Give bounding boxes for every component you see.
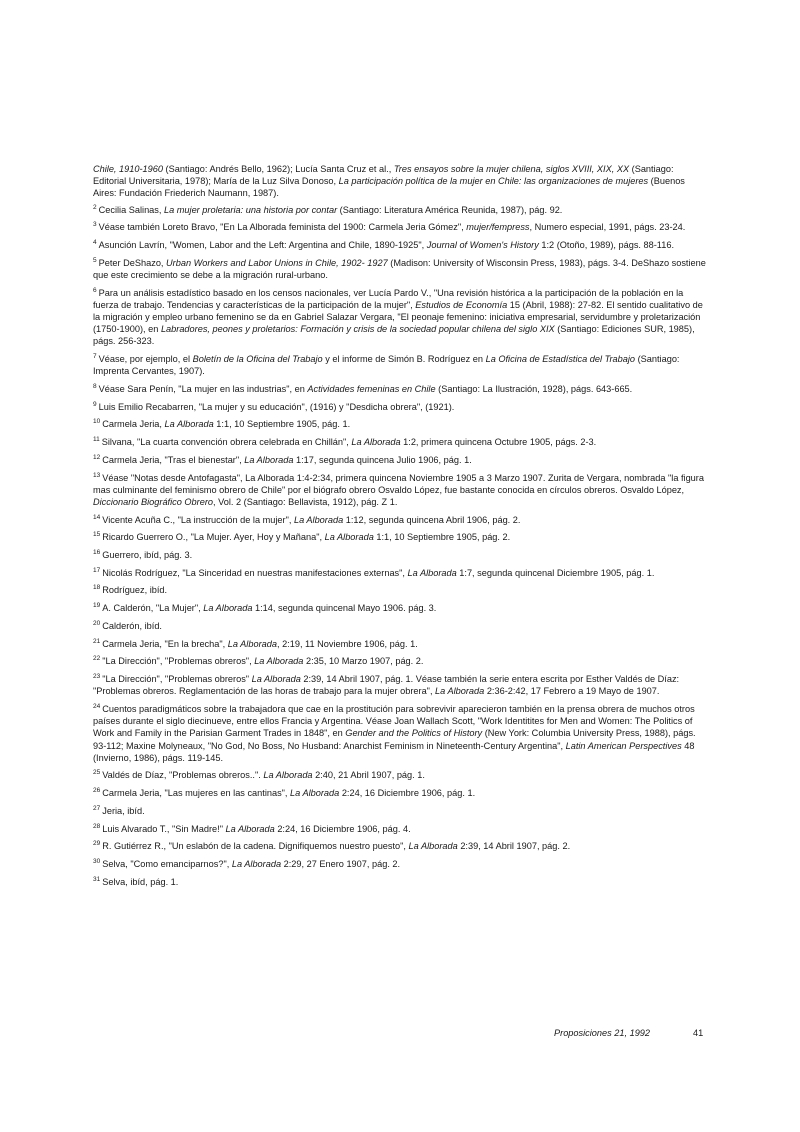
footnote-title-italic: La Alborada [244, 454, 294, 465]
footnote-title-italic: La Alborada [293, 514, 344, 525]
footnote-number: 14 [93, 513, 101, 521]
footnote-number: 27 [93, 804, 101, 812]
footnote-title-italic: La Alborada [251, 674, 301, 684]
footnote [93, 638, 707, 650]
footnote-text: Cuentos paradigmáticos sobre la trabajadora que cae en la prostitución para sobrevivir aparecieron también en la prensa obrera de muchos otros países durante el siglo diecinueve, entre ellos Francia y Argentina. Véase Joan Wallach Scott, "Work Identitites for Men and Women: The Politics of Work and Family in the Parisian Garment Trades in 1848", en [93, 703, 695, 739]
footnote-number: 8 [93, 383, 97, 391]
footnote-title-italic: Estudios de Economía [415, 299, 508, 310]
footnote-number: 9 [93, 400, 97, 408]
footnote-title-italic: La participación política de la mujer en Chile: las organizaciones de mujeres [338, 176, 649, 187]
footnote-text: (Santiago: Imprenta Cervantes, 1907). [93, 354, 680, 377]
footnotes-column [93, 163, 707, 893]
footnote [93, 401, 707, 413]
footnote-title-italic: Actividades femeninas en Chile [307, 384, 436, 395]
footnote-title-italic: La Alborada [290, 788, 340, 799]
footnote-text: 15 (Abril, 1988): 27-82. El sentido cualitativo de la migración y empleo urbano femenino se da en Gabriel Salazar Vergara, "El peonaje femenino: iniciativa empresarial, servidumbre y proletarización (1750-1900), en [93, 299, 703, 335]
footnote-number: 17 [93, 566, 101, 574]
footnote-text: 2:29, 27 Enero 1907, pág. 2. [281, 858, 401, 869]
footnote-text: Asunción Lavrín, "Women, Labor and the Left: Argentina and Chile, 1890-1925", [98, 240, 427, 251]
footnote-text: Carmela Jeria, "Las mujeres en las cantinas", [102, 788, 291, 799]
footnote-text: 1:7, segunda quincenal Diciembre 1905, pág. 1. [456, 567, 655, 578]
footnote-text: Ricardo Guerrero O., "La Mujer. Ayer, Hoy y Mañana", [102, 532, 325, 543]
footnote [93, 383, 707, 395]
footnote-title-italic: La Alborada [435, 686, 485, 697]
footnote [93, 418, 707, 430]
footnote-text: Jeria, ibíd. [102, 805, 145, 816]
footnote-text: Véase Sara Penín, "La mujer en las industrias", en [98, 384, 308, 395]
footnote [93, 353, 707, 377]
footnote [93, 567, 707, 579]
footnote [93, 584, 707, 596]
footnote-number: 22 [93, 655, 101, 663]
footnote-number: 26 [93, 787, 101, 795]
footnote-title-italic: La Alborada [225, 823, 275, 834]
footnote-number: 25 [93, 769, 101, 777]
footnote-text: (Santiago: Editorial Universitaria, 1978); María de la Luz Silva Donoso, [93, 164, 674, 187]
footnote-number: 24 [93, 702, 101, 710]
footnote-text: Nicolás Rodríguez, "La Sinceridad en nuestras manifestaciones externas", [102, 567, 408, 578]
footnote-title-italic: Urban Workers and Labor Unions in Chile, 1902- 1927 [166, 257, 388, 268]
footnote-text: 2:36-2:42, 17 Febrero a 19 Mayo de 1907. [484, 686, 660, 697]
footnote-text: "La Dirección", "Problemas obreros" [102, 674, 252, 684]
footnote-text: 2:35, 10 Marzo 1907, pág. 2. [303, 656, 424, 667]
footnote-text: 1:12, segunda quincena Abril 1906, pág. 2. [343, 514, 521, 525]
footnote [93, 805, 707, 817]
footnote-number: 18 [93, 584, 101, 592]
footnote [93, 858, 707, 870]
footnote-title-italic: La Alborada [254, 656, 304, 667]
footnote-title-italic: La Alborada [408, 841, 458, 852]
footnote-text: Véase, por ejemplo, el [98, 354, 193, 365]
footnote-text: 1:17, segunda quincena Julio 1906, pág. 1. [293, 454, 472, 465]
footnote-text: Selva, ibíd, pág. 1. [102, 876, 179, 887]
footnote-text: Para un análisis estadístico basado en los censos nacionales, ver Lucía Pardo V., "Una revisión histórica a la participación de la población en la fuerza de trabajo. Tendencias y características de la participación de la mujer", [93, 287, 684, 310]
footnote-text: (Santiago: Andrés Bello, 1962); Lucía Santa Cruz et al., [162, 164, 394, 174]
footnote-text: 1:1, 10 Septiembre 1905, pág. 1. [213, 419, 351, 430]
footnote [93, 620, 707, 632]
footnote-text: 2:24, 16 Diciembre 1906, pág. 1. [339, 788, 476, 799]
footnote-text: 48 (Invierno, 1986), págs. 119-145. [93, 740, 695, 763]
footnote-text: Véase "Notas desde Antofagasta", La Alborada 1:4-2:34, primera quincena Noviembre 1905 a 3 Marzo 1907. Zurita de Vergara, nombrada "la figura mas culminante del feminismo obrero de Chile" por el biógrafo obrero Osvaldo López, fue bastante conocida en círculos obreros. Osvaldo López, [93, 472, 704, 495]
footnote [93, 769, 707, 781]
footnote [93, 204, 707, 216]
footnote-text: 1:2, primera quincena Octubre 1905, págs. 2-3. [400, 437, 597, 448]
footnote [93, 531, 707, 543]
footnote-number: 30 [93, 857, 101, 865]
footnote-number: 29 [93, 840, 101, 848]
footnote [93, 549, 707, 561]
footnote-text: 2:39, 14 Abril 1907, pág. 2. [457, 841, 571, 852]
footnote-title-italic: Latin American Perspectives [565, 740, 682, 751]
footnote-text: (Santiago: La Ilustración, 1928), págs. 643-665. [435, 384, 633, 395]
footnote-number: 13 [93, 471, 101, 479]
footnote-text: y el informe de Simón B. Rodríguez en [322, 354, 486, 365]
footnote-text: Carmela Jeria, "En la brecha", [102, 638, 228, 649]
footnote-number: 10 [93, 418, 101, 426]
footnote-text: (Santiago: Ediciones SUR, 1985), págs. 256-323. [93, 324, 695, 347]
footnote-number: 23 [93, 673, 101, 680]
footnote-text: Guerrero, ibíd, pág. 3. [102, 550, 193, 561]
footnote-title-italic: Gender and the Politics of History [345, 728, 483, 739]
footnote-title-italic: La Alborada [203, 603, 253, 614]
footnote-text: 1:1, 10 Septiembre 1905, pág. 2. [373, 532, 511, 543]
footnote-text: Silvana, "La cuarta convención obrera celebrada en Chillán", [101, 437, 352, 448]
footnote [93, 257, 707, 281]
footnote [93, 673, 707, 697]
footnote-text: (Buenos Aires: Fundación Friederich Naumann, 1987). [93, 176, 685, 199]
footnote [93, 221, 707, 233]
footnote-number: 31 [93, 875, 101, 883]
footnote [93, 787, 707, 799]
journal-citation: Proposiciones 21, 1992 [554, 1028, 651, 1038]
footnote-title-italic: La Alborada [164, 419, 214, 430]
footnote-text: 2:40, 21 Abril 1907, pág. 1. [312, 770, 425, 781]
footnote-number: 4 [93, 239, 97, 247]
footnote-text: Valdés de Díaz, "Problemas obreros..". [102, 770, 264, 781]
footnote-text: Véase también Loreto Bravo, "En La Alborada feminista del 1900: Carmela Jeria Gómez", [98, 222, 467, 233]
footnote-text: Luis Emilio Recabarren, "La mujer y su educación", (1916) y "Desdicha obrera", (1921). [98, 401, 455, 412]
footnote-text: Peter DeShazo, [98, 257, 167, 268]
footnote-text: 1:2 (Otoño, 1989), págs. 88-116. [538, 240, 674, 251]
footnote-text: Carmela Jeria, [102, 419, 165, 430]
footnote-text: (Madison: University of Wisconsin Press, 1983), págs. 3-4. DeShazo sostiene que este crecimiento se debe a la migración rural-urbano. [93, 257, 706, 280]
footnote-title-italic: Boletín de la Oficina del Trabajo [192, 354, 323, 365]
footnote-number: 11 [93, 436, 100, 444]
footnote-text: , 2:19, 11 Noviembre 1906, pág. 1. [276, 638, 418, 649]
footnote-text: 1:14, segunda quincenal Mayo 1906. pág. 3. [252, 603, 437, 614]
footnote-text: , Vol. 2 (Santiago: Bellavista, 1912), pág. Z 1. [213, 496, 398, 507]
footnote-title-italic: La Oficina de Estadística del Trabajo [485, 354, 636, 365]
footnote-number: 5 [93, 256, 97, 264]
footnote-number: 6 [93, 286, 97, 294]
footnote [93, 602, 707, 614]
footnote-number: 2 [93, 203, 97, 211]
page-number: 41 [693, 1028, 704, 1038]
footnote-text: Luis Alvarado T., "Sin Madre!" [102, 823, 226, 834]
footnote-number: 7 [93, 353, 97, 361]
footnote-text: (New York: Columbia University Press, 1988), págs. 93-112; Maxine Molyneaux, "No God, No Boss, No Husband: Anarchist Feminism in Nineteenth-Century Argentina", [93, 728, 696, 751]
footnote [93, 454, 707, 466]
footnote-title-italic: La Alborada [263, 770, 313, 781]
footnote-title-italic: Journal of Women's History [426, 240, 539, 251]
footnote-title-italic: La Alborada [407, 567, 457, 578]
footnote-text: R. Gutiérrez R., "Un eslabón de la cadena. Dignifiquemos nuestro puesto", [102, 841, 409, 852]
footnote [93, 472, 707, 509]
footnote-text: (Santiago: Literatura América Reunida, 1987), pág. 92. [337, 204, 563, 215]
footnote-number: 15 [93, 531, 101, 539]
footnote-title-italic: mujer/fempress [466, 222, 530, 233]
footnote-number: 19 [93, 602, 101, 610]
footnote-text: Calderón, ibíd. [102, 620, 162, 631]
footnote-title-italic: Labradores, peones y proletarios: Formación y crisis de la sociedad popular chilena del siglo XIX [160, 324, 555, 335]
footnote-text: Rodríguez, ibíd. [102, 585, 168, 596]
footnote [93, 287, 707, 348]
footnote-number: 21 [93, 637, 101, 645]
footnote [93, 876, 707, 888]
footnote-title-italic: La mujer proletaria: una historia por contar [164, 204, 338, 215]
footnote-title-italic: La Alborada [351, 437, 401, 448]
footnote [93, 655, 707, 667]
footnote [93, 823, 707, 835]
footnote-title-italic: Chile, 1910-1960 [93, 164, 163, 174]
footnote-number: 12 [93, 453, 101, 461]
footnote [93, 239, 707, 251]
footnote-number: 16 [93, 549, 101, 557]
footnote-text: A. Calderón, "La Mujer", [102, 603, 204, 614]
footnote-text: 2:24, 16 Diciembre 1906, pág. 4. [274, 823, 411, 834]
footnote [93, 703, 707, 764]
footnote-text: Cecilia Salinas, [98, 204, 164, 215]
footnote [93, 163, 707, 200]
footnote [93, 436, 707, 448]
footnote-number: 3 [93, 221, 97, 229]
footnote-title-italic: La Alborada [324, 532, 374, 543]
footnote-text: 2:39, 14 Abril 1907, pág. 1. Véase también la serie entera escrita por Esther Valdés de Díaz: "Problemas obreros. Reglamentación de las horas de trabajo para la mujer obrera", [93, 674, 680, 697]
footnote-text: Selva, "Como emanciparnos?", [102, 858, 232, 869]
footnote [93, 514, 707, 526]
footnote-text: "La Dirección", "Problemas obreros", [102, 656, 255, 667]
footnote-title-italic: Tres ensayos sobre la mujer chilena, siglos XVIII, XIX, XX [393, 164, 630, 174]
footnote-text: , Numero especial, 1991, págs. 23-24. [529, 222, 686, 233]
footnote-text: Vicente Acuña C., "La instrucción de la mujer", [102, 514, 294, 525]
footnote-text: Carmela Jeria, "Tras el bienestar", [102, 454, 245, 465]
footnote-number: 28 [93, 822, 101, 830]
footnote-title-italic: La Alborada [231, 858, 282, 869]
footnote-title-italic: Diccionario Biográfico Obrero [93, 496, 213, 507]
footnote-title-italic: La Alborada [227, 638, 277, 649]
footnote-number: 20 [93, 619, 101, 627]
footnote [93, 840, 707, 852]
